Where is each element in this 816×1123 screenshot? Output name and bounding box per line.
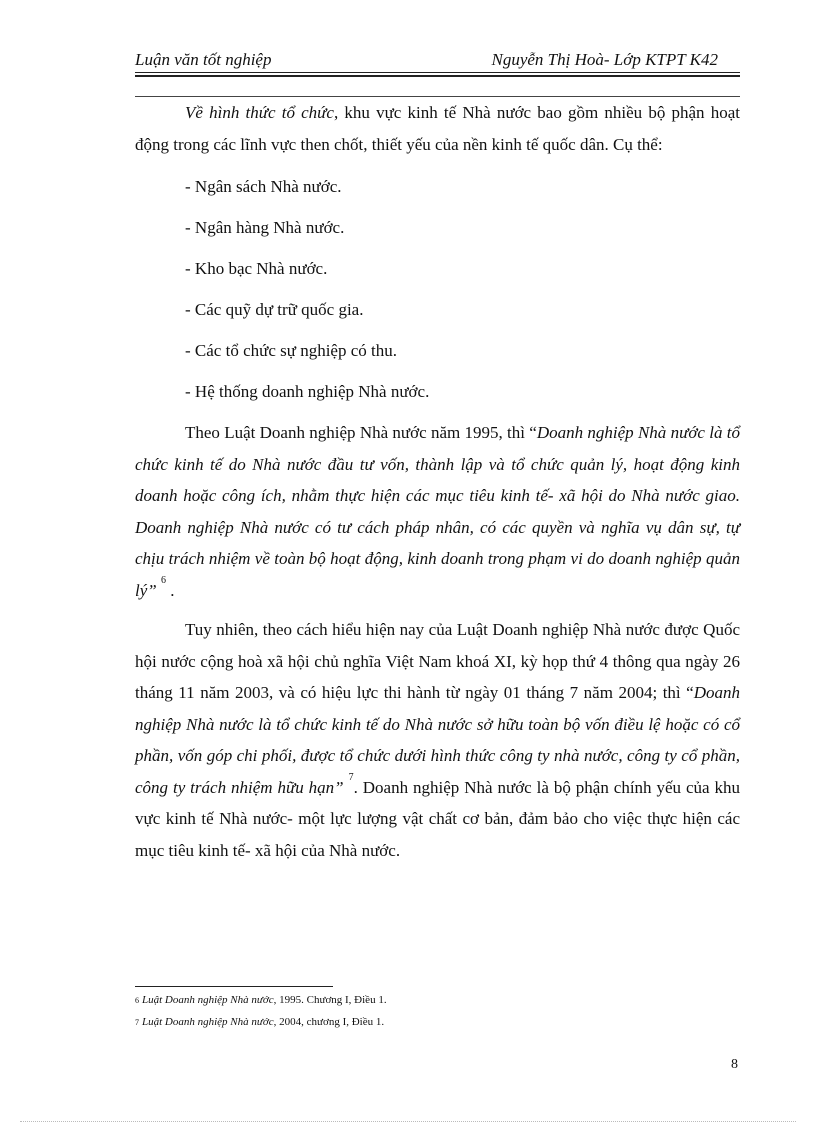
footnote-separator — [135, 986, 333, 987]
header-author: Nguyễn Thị Hoà- Lớp KTPT K42 — [491, 50, 718, 69]
footnote-ref: 7 — [348, 771, 354, 783]
list-state-sector — [135, 177, 740, 402]
header-rule — [135, 72, 740, 73]
list-item: - Các quỹ dự trữ quốc gia. — [185, 300, 364, 319]
paragraph-text: , khu vực kinh tế Nhà nước bao gồm nhiều bộ phận hoạt động trong các lĩnh vực then chốt, thiết yếu của nền kinh tế quốc dân. Cụ thể: — [135, 103, 740, 154]
footnote-number: 7 — [135, 1018, 139, 1027]
footnote-number: 6 — [135, 996, 139, 1005]
paragraph-text: Tuy nhiên, theo cách hiểu hiện nay của Luật Doanh nghiệp Nhà nước được Quốc hội nước cộng hoà xã hội chủ nghĩa Việt Nam khoá XI, kỳ họp thứ 4 thông qua ngày 26 tháng 11 năm 2003, và có hiệu lực thi hành từ ngày 01 tháng 7 năm 2004; thì “ — [135, 620, 740, 702]
footnote-7 — [135, 1015, 384, 1030]
paragraph-text: . — [170, 580, 175, 600]
page-number: 8 — [731, 1057, 738, 1072]
paragraph-text: . Doanh nghiệp Nhà nước là bộ phận chính yếu của khu vực kinh tế Nhà nước- một lực lượng vật chất cơ bản, đảm bảo cho việc thực hiện các mục tiêu kinh tế- xã hội của Nhà nước. — [135, 777, 740, 860]
footnote-law-name: Luật Doanh nghiệp Nhà nước — [142, 994, 274, 1006]
quote-law-2003: Doanh nghiệp Nhà nước là tổ chức kinh tế do Nhà nước sở hữu toàn bộ vốn điều lệ hoặc có cổ phần, vốn góp chi phối, được tổ chức dưới hình thức công ty nhà nước, công ty cổ phần, công ty trách nhiệm hữu hạn” — [135, 683, 740, 797]
page-edge-dotted-line — [20, 1121, 796, 1122]
paragraph-law-1995 — [135, 417, 740, 606]
footnote-6 — [135, 993, 387, 1008]
footnote-text: , 1995. Chương I, Điều 1. — [273, 994, 387, 1006]
list-item: - Kho bạc Nhà nước. — [185, 259, 328, 278]
running-header — [135, 48, 740, 72]
list-item: - Hệ thống doanh nghiệp Nhà nước. — [185, 382, 430, 401]
paragraph-text: Theo Luật Doanh nghiệp Nhà nước năm 1995, thì “ — [185, 423, 537, 442]
quote-law-1995: Doanh nghiệp Nhà nước là tổ chức kinh tế do Nhà nước đầu tư vốn, thành lập và tổ chức quản lý, hoạt động kinh doanh hoặc công ích, nhằm thực hiện các mục tiêu kinh tế- xã hội do Nhà nước giao. Doanh nghiệp Nhà nước có tư cách pháp nhân, có các quyền và nghĩa vụ dân sự, tự chịu trách nhiệm về toàn bộ hoạt động, kinh doanh trong phạm vi do doanh nghiệp quản lý” — [135, 423, 740, 600]
paragraph-law-2003 — [135, 614, 740, 866]
list-item: - Ngân sách Nhà nước. — [185, 177, 342, 196]
header-thesis-title: Luận văn tốt nghiệp — [135, 50, 272, 69]
footnote-ref: 6 — [160, 574, 166, 586]
header-rule-thick — [135, 75, 740, 77]
list-item: - Các tổ chức sự nghiệp có thu. — [185, 341, 397, 360]
list-item: - Ngân hàng Nhà nước. — [185, 218, 345, 237]
paragraph-organization-form — [135, 97, 740, 160]
footnote-text: , 2004, chương I, Điều 1. — [273, 1016, 385, 1028]
footnote-law-name: Luật Doanh nghiệp Nhà nước — [142, 1016, 274, 1028]
page-body — [135, 97, 740, 866]
paragraph-italic-lead: Về hình thức tổ chức — [185, 103, 334, 122]
